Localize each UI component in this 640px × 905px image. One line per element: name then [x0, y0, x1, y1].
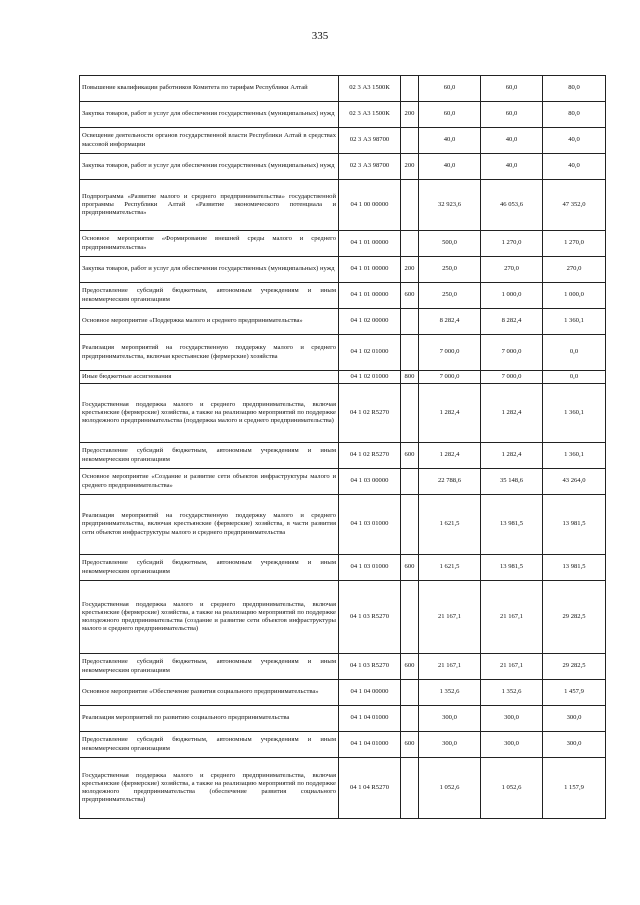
row-code-cell: 02 3 А3 98700 — [339, 154, 401, 180]
table-row — [80, 371, 606, 384]
row-code-cell: 04 1 02 01000 — [339, 335, 401, 371]
page-number: 335 — [311, 30, 329, 42]
row-code-cell: 04 1 04 01000 — [339, 706, 401, 732]
table-row — [80, 443, 606, 469]
row-expense-type-cell — [401, 758, 419, 819]
row-value-3-cell: 47 352,0 — [543, 180, 606, 231]
row-name-cell: Реализация мероприятий на государственную поддержку малого и среднего предпринимательства, включая крестьянские (фермерские) хозяйства, в части развития сети объектов инфраструктуры малого и среднего предпринимательства — [80, 495, 339, 555]
row-code-cell: 04 1 03 01000 — [339, 495, 401, 555]
row-value-1-cell: 300,0 — [419, 732, 481, 758]
row-name-cell: Реализация мероприятий по развитию социального предпринимательства — [80, 706, 339, 732]
row-value-2-cell: 40,0 — [481, 128, 543, 154]
table-row — [80, 180, 606, 231]
row-code-cell: 04 1 04 R5270 — [339, 758, 401, 819]
row-expense-type-cell — [401, 495, 419, 555]
row-value-2-cell: 60,0 — [481, 76, 543, 102]
row-value-2-cell: 1 052,6 — [481, 758, 543, 819]
row-value-2-cell: 46 053,6 — [481, 180, 543, 231]
table-row — [80, 706, 606, 732]
table-row — [80, 384, 606, 443]
row-name-cell: Предоставление субсидий бюджетным, автономным учреждениям и иным некоммерческим организациям — [80, 283, 339, 309]
table-row — [80, 680, 606, 706]
row-name-cell: Реализация мероприятий на государственную поддержку малого и среднего предпринимательства, включая крестьянские (фермерские) хозяйства — [80, 335, 339, 371]
row-code-cell: 04 1 02 R5270 — [339, 443, 401, 469]
row-expense-type-cell — [401, 469, 419, 495]
row-name-cell: Освещение деятельности органов государственной власти Республики Алтай в средствах массовой информации — [80, 128, 339, 154]
row-value-2-cell: 300,0 — [481, 706, 543, 732]
row-code-cell: 04 1 04 01000 — [339, 732, 401, 758]
table-row — [80, 283, 606, 309]
row-value-3-cell: 80,0 — [543, 76, 606, 102]
row-value-2-cell: 300,0 — [481, 732, 543, 758]
budget-table — [79, 75, 606, 819]
row-expense-type-cell: 600 — [401, 654, 419, 680]
row-code-cell: 04 1 03 00000 — [339, 469, 401, 495]
row-name-cell: Предоставление субсидий бюджетным, автономным учреждениям и иным некоммерческим организациям — [80, 555, 339, 581]
row-expense-type-cell: 200 — [401, 154, 419, 180]
row-code-cell: 02 3 А3 1500К — [339, 102, 401, 128]
row-value-3-cell: 1 457,9 — [543, 680, 606, 706]
row-value-3-cell: 1 000,0 — [543, 283, 606, 309]
table-row — [80, 732, 606, 758]
row-expense-type-cell — [401, 309, 419, 335]
row-value-3-cell: 43 264,0 — [543, 469, 606, 495]
row-value-3-cell: 1 360,1 — [543, 384, 606, 443]
row-value-3-cell: 270,0 — [543, 257, 606, 283]
row-value-3-cell: 1 360,1 — [543, 309, 606, 335]
table-row — [80, 76, 606, 102]
table-row — [80, 231, 606, 257]
row-value-2-cell: 7 000,0 — [481, 335, 543, 371]
row-value-3-cell: 0,0 — [543, 371, 606, 384]
row-value-2-cell: 60,0 — [481, 102, 543, 128]
row-name-cell: Государственная поддержка малого и среднего предпринимательства, включая крестьянские (фермерские) хозяйства, а также на реализацию мероприятий по поддержке молодежного предпринимательства (поддержка малого и среднего предпринимательства) — [80, 384, 339, 443]
table-row — [80, 469, 606, 495]
row-value-2-cell: 8 282,4 — [481, 309, 543, 335]
row-value-3-cell: 29 282,5 — [543, 654, 606, 680]
row-expense-type-cell: 600 — [401, 555, 419, 581]
row-value-1-cell: 1 282,4 — [419, 384, 481, 443]
row-value-3-cell: 40,0 — [543, 128, 606, 154]
row-value-2-cell: 1 282,4 — [481, 443, 543, 469]
table-row — [80, 128, 606, 154]
row-code-cell: 02 3 А3 98700 — [339, 128, 401, 154]
row-value-2-cell: 1 270,0 — [481, 231, 543, 257]
row-expense-type-cell — [401, 384, 419, 443]
row-expense-type-cell — [401, 335, 419, 371]
row-code-cell: 02 3 А3 1500К — [339, 76, 401, 102]
row-value-1-cell: 21 167,1 — [419, 654, 481, 680]
table-row — [80, 309, 606, 335]
row-value-3-cell: 1 360,1 — [543, 443, 606, 469]
row-value-2-cell: 21 167,1 — [481, 581, 543, 654]
row-code-cell: 04 1 01 00000 — [339, 231, 401, 257]
row-value-1-cell: 500,0 — [419, 231, 481, 257]
row-name-cell: Основное мероприятие «Поддержка малого и среднего предпринимательства» — [80, 309, 339, 335]
row-value-1-cell: 1 282,4 — [419, 443, 481, 469]
budget-table-body — [80, 76, 606, 819]
row-name-cell: Предоставление субсидий бюджетным, автономным учреждениям и иным некоммерческим организациям — [80, 732, 339, 758]
row-code-cell: 04 1 01 00000 — [339, 283, 401, 309]
row-code-cell: 04 1 02 00000 — [339, 309, 401, 335]
table-row — [80, 154, 606, 180]
row-expense-type-cell: 800 — [401, 371, 419, 384]
row-name-cell: Основное мероприятие «Формирование внешней среды малого и среднего предпринимательства» — [80, 231, 339, 257]
row-expense-type-cell: 600 — [401, 283, 419, 309]
row-value-2-cell: 1 352,6 — [481, 680, 543, 706]
row-code-cell: 04 1 03 R5270 — [339, 654, 401, 680]
row-value-1-cell: 7 000,0 — [419, 371, 481, 384]
row-value-1-cell: 7 000,0 — [419, 335, 481, 371]
row-code-cell: 04 1 02 01000 — [339, 371, 401, 384]
row-value-3-cell: 80,0 — [543, 102, 606, 128]
row-name-cell: Иные бюджетные ассигнования — [80, 371, 339, 384]
row-value-1-cell: 1 352,6 — [419, 680, 481, 706]
row-name-cell: Закупка товаров, работ и услуг для обеспечения государственных (муниципальных) нужд — [80, 102, 339, 128]
row-expense-type-cell — [401, 581, 419, 654]
row-expense-type-cell — [401, 180, 419, 231]
row-name-cell: Закупка товаров, работ и услуг для обеспечения государственных (муниципальных) нужд — [80, 257, 339, 283]
row-name-cell: Предоставление субсидий бюджетным, автономным учреждениям и иным некоммерческим организациям — [80, 654, 339, 680]
row-value-1-cell: 8 282,4 — [419, 309, 481, 335]
row-value-3-cell: 40,0 — [543, 154, 606, 180]
row-value-1-cell: 250,0 — [419, 283, 481, 309]
row-value-2-cell: 35 148,6 — [481, 469, 543, 495]
row-value-2-cell: 13 981,5 — [481, 555, 543, 581]
row-name-cell: Государственная поддержка малого и среднего предпринимательства, включая крестьянские (фермерские) хозяйства, а также на реализацию мероприятий по поддержке молодежного предпринимательства (обеспечение развития социального предпринимательства) — [80, 758, 339, 819]
row-value-3-cell: 0,0 — [543, 335, 606, 371]
row-expense-type-cell — [401, 231, 419, 257]
row-value-1-cell: 40,0 — [419, 128, 481, 154]
table-row — [80, 654, 606, 680]
row-value-3-cell: 13 981,5 — [543, 495, 606, 555]
table-row — [80, 758, 606, 819]
row-value-1-cell: 40,0 — [419, 154, 481, 180]
table-row — [80, 335, 606, 371]
row-expense-type-cell — [401, 706, 419, 732]
row-value-3-cell: 300,0 — [543, 706, 606, 732]
table-row — [80, 257, 606, 283]
row-value-1-cell: 60,0 — [419, 102, 481, 128]
row-value-2-cell: 40,0 — [481, 154, 543, 180]
row-value-1-cell: 1 621,5 — [419, 555, 481, 581]
row-expense-type-cell: 600 — [401, 443, 419, 469]
row-expense-type-cell — [401, 76, 419, 102]
row-code-cell: 04 1 02 R5270 — [339, 384, 401, 443]
row-value-1-cell: 60,0 — [419, 76, 481, 102]
row-expense-type-cell: 200 — [401, 102, 419, 128]
row-value-1-cell: 1 052,6 — [419, 758, 481, 819]
row-value-2-cell: 21 167,1 — [481, 654, 543, 680]
row-value-3-cell: 300,0 — [543, 732, 606, 758]
row-value-3-cell: 13 981,5 — [543, 555, 606, 581]
row-code-cell: 04 1 01 00000 — [339, 257, 401, 283]
row-value-3-cell: 29 282,5 — [543, 581, 606, 654]
table-row — [80, 555, 606, 581]
table-row — [80, 581, 606, 654]
row-value-2-cell: 13 981,5 — [481, 495, 543, 555]
row-name-cell: Государственная поддержка малого и среднего предпринимательства, включая крестьянские (фермерские) хозяйства, а также на реализацию мероприятий по поддержке молодежного предпринимательства (создание и развитие сети объектов инфраструктуры малого и среднего предпринимательства) — [80, 581, 339, 654]
table-row — [80, 495, 606, 555]
table-row — [80, 102, 606, 128]
row-expense-type-cell — [401, 128, 419, 154]
row-value-1-cell: 32 923,6 — [419, 180, 481, 231]
row-code-cell: 04 1 03 R5270 — [339, 581, 401, 654]
row-value-2-cell: 270,0 — [481, 257, 543, 283]
row-name-cell: Предоставление субсидий бюджетным, автономным учреждениям и иным некоммерческим организациям — [80, 443, 339, 469]
row-expense-type-cell: 200 — [401, 257, 419, 283]
row-value-1-cell: 22 788,6 — [419, 469, 481, 495]
row-value-1-cell: 1 621,5 — [419, 495, 481, 555]
row-value-1-cell: 300,0 — [419, 706, 481, 732]
row-name-cell: Закупка товаров, работ и услуг для обеспечения государственных (муниципальных) нужд — [80, 154, 339, 180]
row-value-2-cell: 7 000,0 — [481, 371, 543, 384]
row-value-2-cell: 1 282,4 — [481, 384, 543, 443]
row-value-3-cell: 1 270,0 — [543, 231, 606, 257]
row-name-cell: Основное мероприятие «Создание и развитие сети объектов инфраструктуры малого и среднего предпринимательства» — [80, 469, 339, 495]
row-value-1-cell: 21 167,1 — [419, 581, 481, 654]
row-value-2-cell: 1 000,0 — [481, 283, 543, 309]
row-value-1-cell: 250,0 — [419, 257, 481, 283]
row-value-3-cell: 1 157,9 — [543, 758, 606, 819]
row-expense-type-cell — [401, 680, 419, 706]
row-code-cell: 04 1 03 01000 — [339, 555, 401, 581]
row-name-cell: Основное мероприятие «Обеспечение развития социального предпринимательства» — [80, 680, 339, 706]
row-code-cell: 04 1 00 00000 — [339, 180, 401, 231]
row-code-cell: 04 1 04 00000 — [339, 680, 401, 706]
row-name-cell: Подпрограмма «Развитие малого и среднего предпринимательства» государственной программы Республики Алтай «Развитие экономического потенциала и предпринимательства» — [80, 180, 339, 231]
row-expense-type-cell: 600 — [401, 732, 419, 758]
row-name-cell: Повышение квалификации работников Комитета по тарифам Республики Алтай — [80, 76, 339, 102]
